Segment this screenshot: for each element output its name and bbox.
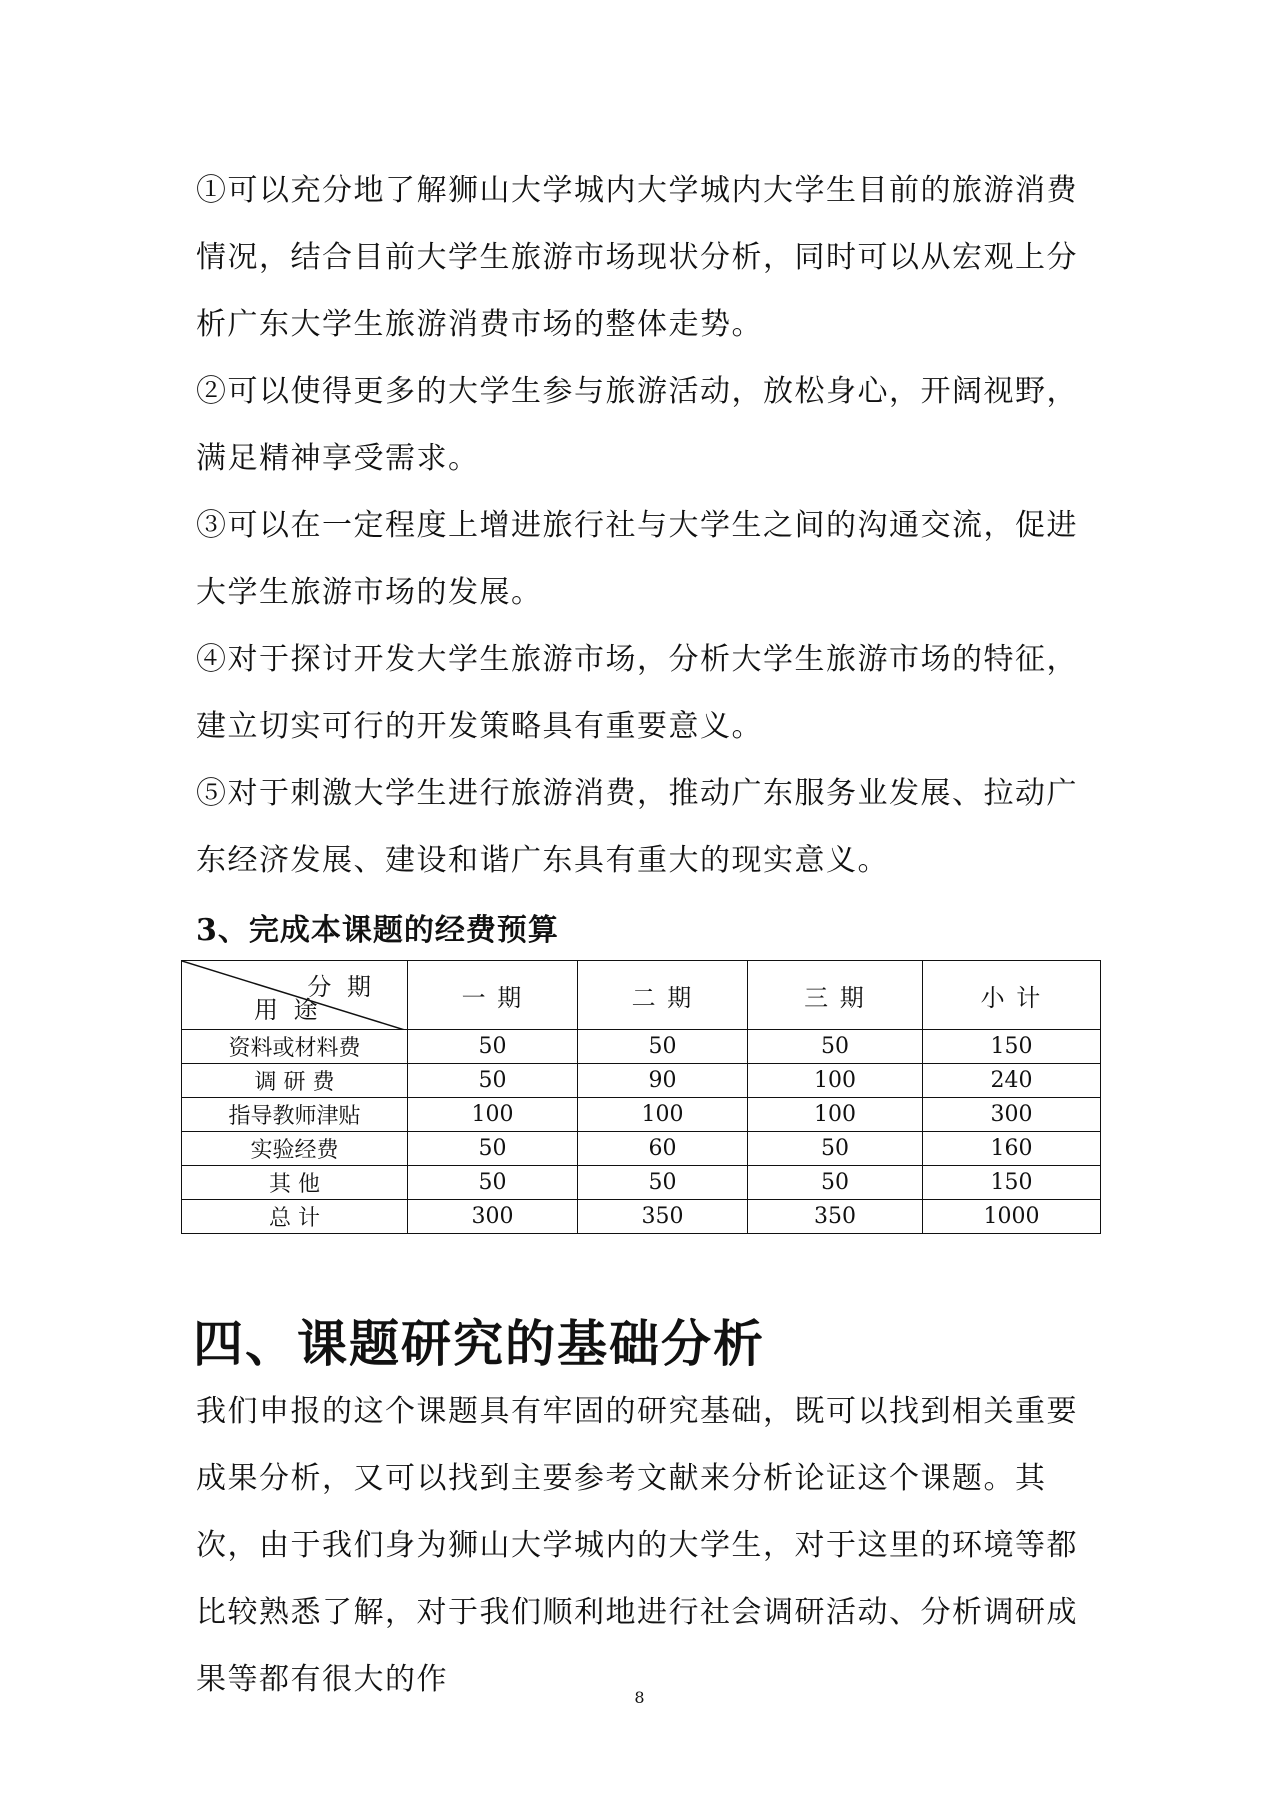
table-cell: 100 [578,1098,748,1132]
row-label: 指导教师津贴 [182,1098,408,1132]
column-header: 一 期 [408,961,578,1030]
column-header: 二 期 [578,961,748,1030]
table-cell: 50 [408,1166,578,1200]
table-header-row [182,961,1101,1030]
table-cell: 350 [578,1200,748,1234]
column-header: 小 计 [923,961,1101,1030]
table-row [182,1030,1101,1064]
table-cell: 300 [923,1098,1101,1132]
table-cell: 60 [578,1132,748,1166]
corner-label-usage: 用 途 [254,996,322,1024]
row-label: 总 计 [182,1200,408,1234]
table-cell: 1000 [923,1200,1101,1234]
table-cell: 100 [748,1098,923,1132]
table-cell: 50 [408,1132,578,1166]
paragraph-benefit-3: ③可以在一定程度上增进旅行社与大学生之间的沟通交流，促进大学生旅游市场的发展。 [196,508,1078,610]
column-header: 三 期 [748,961,923,1030]
paragraph-benefit-5: ⑤对于刺激大学生进行旅游消费，推动广东服务业发展、拉动广东经济发展、建设和谐广东具有重大的现实意义。 [196,776,1078,878]
corner-label-period: 分 期 [307,973,375,1001]
table-cell: 50 [408,1064,578,1098]
table-cell: 160 [923,1132,1101,1166]
table-cell: 150 [923,1166,1101,1200]
section-paragraph: 我们申报的这个课题具有牢固的研究基础，既可以找到相关重要成果分析，又可以找到主要参考文献来分析论证这个课题。其次，由于我们身为狮山大学城内的大学生，对于这里的环境等都比较熟悉了解，对于我们顺利地进行社会调研活动、分析调研成果等都有很大的作 [196,1394,1078,1697]
row-label: 调 研 费 [182,1064,408,1098]
table-cell: 50 [408,1030,578,1064]
row-label: 其 他 [182,1166,408,1200]
table-cell: 100 [408,1098,578,1132]
table-cell: 350 [748,1200,923,1234]
table-corner-cell [182,961,408,1030]
page-number: 8 [634,1688,645,1707]
row-label: 资料或材料费 [182,1030,408,1064]
table-row [182,1098,1101,1132]
table-cell: 150 [923,1030,1101,1064]
table-row [182,1064,1101,1098]
table-cell: 300 [408,1200,578,1234]
table-cell: 50 [748,1030,923,1064]
paragraph-benefit-2: ②可以使得更多的大学生参与旅游活动，放松身心，开阔视野，满足精神享受需求。 [196,374,1078,476]
table-cell: 240 [923,1064,1101,1098]
table-cell: 50 [748,1166,923,1200]
table-row [182,1166,1101,1200]
table-cell: 50 [578,1166,748,1200]
budget-table [181,960,1101,1234]
table-row-total [182,1200,1101,1234]
paragraph-benefit-4: ④对于探讨开发大学生旅游市场，分析大学生旅游市场的特征，建立切实可行的开发策略具有重要意义。 [196,642,1078,744]
section-heading: 四、课题研究的基础分析 [193,1314,765,1373]
budget-heading: 3、完成本课题的经费预算 [196,913,559,948]
table-cell: 50 [748,1132,923,1166]
table-cell: 50 [578,1030,748,1064]
table-row [182,1132,1101,1166]
paragraph-benefit-1: ①可以充分地了解狮山大学城内大学城内大学生目前的旅游消费情况，结合目前大学生旅游市场现状分析，同时可以从宏观上分析广东大学生旅游消费市场的整体走势。 [196,173,1078,342]
table-cell: 100 [748,1064,923,1098]
row-label: 实验经费 [182,1132,408,1166]
table-cell: 90 [578,1064,748,1098]
